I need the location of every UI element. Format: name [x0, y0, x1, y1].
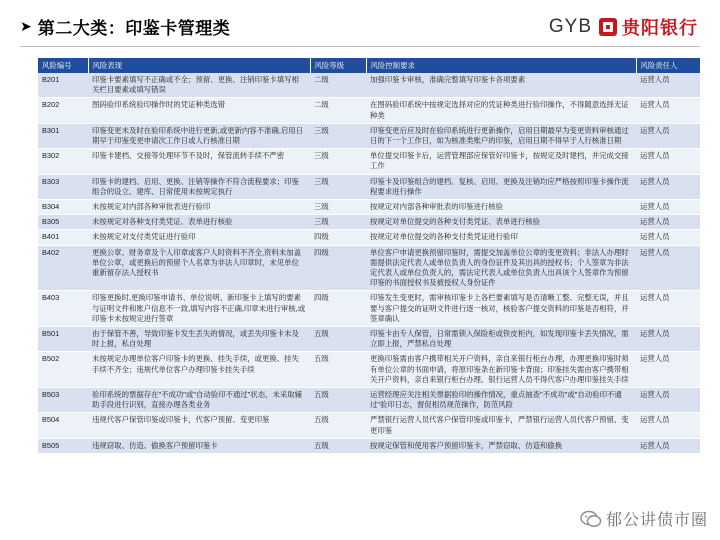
- cell-risk-id: B505: [38, 438, 88, 453]
- table-row: [38, 230, 700, 245]
- cell-risk-req: 印鉴发生变更时，需审核印鉴卡上各栏要素填写是否清晰工整、完整无误，并且要与客户提交的证明文件进行逐一核对，核验客户提交资料的印鉴是否相符，并签章确认: [366, 291, 636, 327]
- table-row: [38, 388, 700, 413]
- cell-risk-level: 三级: [310, 174, 366, 199]
- cell-risk-owner: 运营人员: [636, 200, 700, 215]
- arrow-bullet-icon: ➤: [20, 18, 32, 34]
- cell-risk-level: 二级: [310, 98, 366, 123]
- cell-risk-desc: 印鉴变更未及时在验印系统中进行更新,或更新内容不准确,启用日期早于印鉴变更申请次工作日或人行核准日期: [88, 123, 310, 148]
- table-row: [38, 200, 700, 215]
- cell-risk-level: 四级: [310, 245, 366, 291]
- cell-risk-req: 单位提交印鉴卡后，运营管理部应保管好印鉴卡，按规定及时建档，并完成交接工作: [366, 149, 636, 174]
- bank-emblem-icon: [598, 17, 618, 37]
- table-row: [38, 352, 700, 388]
- cell-risk-id: B303: [38, 174, 88, 199]
- cell-risk-desc: 未按规定对内部各种审批表进行验印: [88, 200, 310, 215]
- table-row: [38, 327, 700, 352]
- cell-risk-level: 五级: [310, 352, 366, 388]
- logo-name: 贵阳银行: [622, 18, 698, 38]
- cell-risk-desc: 未按规定办理单位客户印鉴卡的更换、挂失手续，或更换、挂失手续不齐全；违规代单位客户办理印鉴卡挂失手续: [88, 352, 310, 388]
- cell-risk-desc: 印鉴卡的建档、启用、更换、注销等操作不符合流程要求；印鉴组合的设立、建库、日常使用未按规定执行: [88, 174, 310, 199]
- cell-risk-id: B401: [38, 230, 88, 245]
- risk-table: [38, 58, 701, 454]
- cell-risk-id: B305: [38, 215, 88, 230]
- cell-risk-desc: 图码验印系统验印操作时的凭证种类选错: [88, 98, 310, 123]
- table-row: [38, 291, 700, 327]
- cell-risk-level: 三级: [310, 149, 366, 174]
- cell-risk-desc: 违规窃取、仿造、偷换客户预留印鉴卡: [88, 438, 310, 453]
- cell-risk-level: 五级: [310, 413, 366, 438]
- cell-risk-desc: 违规代客户保管印鉴或印鉴卡，代客户预留、变更印鉴: [88, 413, 310, 438]
- title-group: [20, 14, 230, 39]
- cell-risk-level: 五级: [310, 388, 366, 413]
- cell-risk-req: 按规定对内部各种审批表的印鉴进行核验: [366, 200, 636, 215]
- col-header-owner: 风险责任人: [636, 58, 700, 73]
- table-body: [38, 73, 700, 454]
- cell-risk-id: B202: [38, 98, 88, 123]
- cell-risk-req: 加强印鉴卡审核，准确完整填写印鉴卡各项要素: [366, 73, 636, 98]
- cell-risk-id: B402: [38, 245, 88, 291]
- cell-risk-desc: 未按规定对支付类凭证进行验印: [88, 230, 310, 245]
- table-row: [38, 174, 700, 199]
- cell-risk-desc: 印鉴更换时,更换印鉴申请书、单位说明、新印鉴卡上填写的要素与证明文件和账户信息不一致,填写内容不正确,印章未进行审核,或印鉴卡未按规定进行签章: [88, 291, 310, 327]
- cell-risk-owner: 运营人员: [636, 327, 700, 352]
- cell-risk-id: B504: [38, 413, 88, 438]
- cell-risk-req: 印鉴卡及印鉴组合的建档、复核、启用、更换及注销均应严格按照印鉴卡操作流程要求进行操作: [366, 174, 636, 199]
- bank-logo: [549, 14, 698, 40]
- table-row: [38, 98, 700, 123]
- logo-text: GYB: [548, 16, 592, 37]
- col-header-req: 风险控制要求: [366, 58, 636, 73]
- cell-risk-owner: 运营人员: [636, 123, 700, 148]
- cell-risk-owner: 运营人员: [636, 388, 700, 413]
- cell-risk-req: 印鉴变更后应及时在验印系统进行更新操作，启用日期最早为变更资料审核通过日的下一个工作日，如为核准类账户的印鉴，启用日期不得早于人行核准日期: [366, 123, 636, 148]
- cell-risk-owner: 运营人员: [636, 413, 700, 438]
- col-header-level: 风险等级: [310, 58, 366, 73]
- cell-risk-id: B503: [38, 388, 88, 413]
- watermark-text: 郁公讲债市圈: [605, 512, 708, 529]
- cell-risk-owner: 运营人员: [636, 215, 700, 230]
- table-row: [38, 149, 700, 174]
- cell-risk-desc: 更换公章、财务章及个人印章或客户人时资料不齐全,资料未加盖单位公章，或更换后的预留个人名章为非法人印章时，未见单位重新留存法人授权书: [88, 245, 310, 291]
- cell-risk-desc: 印鉴卡建档、交接等处理环节不及时，保管流转手续不严密: [88, 149, 310, 174]
- cell-risk-req: 更换印鉴需由客户携带相关开户资料，亲自来银行柜台办理，办理更换印鉴时须有单位公章的书面申请，将原印鉴条在新印鉴卡背面；印鉴挂失需由客户携带相关开户资料，亲自来银行柜台办理。银行运营人员不得代客户办理印鉴挂失手续: [366, 352, 636, 388]
- cell-risk-req: 按规定对单位提交的各种支付类凭证进行验印: [366, 230, 636, 245]
- cell-risk-level: 四级: [310, 230, 366, 245]
- table-row: [38, 413, 700, 438]
- cell-risk-owner: 运营人员: [636, 149, 700, 174]
- cell-risk-level: 三级: [310, 200, 366, 215]
- cell-risk-level: 四级: [310, 291, 366, 327]
- col-header-desc: 风险表现: [88, 58, 310, 73]
- cell-risk-desc: 未按规定对各种支付类凭证、表单进行核验: [88, 215, 310, 230]
- cell-risk-id: B302: [38, 149, 88, 174]
- cell-risk-req: 在图码验印系统中按规定选择对应的凭证种类进行验印操作，不得随意选择无证种类: [366, 98, 636, 123]
- cell-risk-owner: 运营人员: [636, 438, 700, 453]
- cell-risk-owner: 运营人员: [636, 73, 700, 98]
- table-row: [38, 438, 700, 453]
- wechat-icon: [580, 510, 602, 528]
- cell-risk-id: B501: [38, 327, 88, 352]
- cell-risk-owner: 运营人员: [636, 230, 700, 245]
- cell-risk-id: B304: [38, 200, 88, 215]
- cell-risk-req: 运营经理应关注相关票据验印的操作情况，重点抽查"不成功"或"自动验印不通过"验印日志，督促相员规范操作，防范风险: [366, 388, 636, 413]
- cell-risk-level: 三级: [310, 215, 366, 230]
- cell-risk-level: 五级: [310, 327, 366, 352]
- cell-risk-id: B403: [38, 291, 88, 327]
- table-row: [38, 245, 700, 291]
- cell-risk-req: 按规定保管和使用客户预留印鉴卡，严禁窃取、仿造和偷换: [366, 438, 636, 453]
- cell-risk-req: 按规定对单位提交的各种支付类凭证、表单进行核验: [366, 215, 636, 230]
- header-divider: [20, 46, 700, 47]
- cell-risk-req: 单位客户申请更换预留印鉴时，需提交加盖单位公章的变更资料；非法人办理时需提供法定代表人或单位负责人的身份证件及其出具的授权书；个人签章为非法定代表人或单位负责人的，需法定代表人或单位负责人出具该个人签章作为预留印鉴的书面授权书及被授权人身份证件: [366, 245, 636, 291]
- cell-risk-id: B301: [38, 123, 88, 148]
- cell-risk-owner: 运营人员: [636, 245, 700, 291]
- table-row: [38, 123, 700, 148]
- cell-risk-owner: 运营人员: [636, 174, 700, 199]
- cell-risk-level: 五级: [310, 438, 366, 453]
- table-row: [38, 73, 700, 98]
- cell-risk-desc: 验印系统的票据存在"不成功"或"自动验印不通过"状态，未采取辅助手段进行识别，直接办理各类业务: [88, 388, 310, 413]
- cell-risk-owner: 运营人员: [636, 352, 700, 388]
- watermark: [580, 507, 708, 530]
- cell-risk-req: 印鉴卡由专人保管，日常需锁入保险柜或铁皮柜内，如发现印鉴卡丢失情况，需立即上报，严禁私自处理: [366, 327, 636, 352]
- cell-risk-req: 严禁银行运营人员代客户保管印鉴或印鉴卡，严禁银行运营人员代客户预留、变更印鉴: [366, 413, 636, 438]
- page-title: 第二大类：印鉴卡管理类: [37, 19, 231, 38]
- cell-risk-desc: 由于保管不善，导致印鉴卡发生丢失的情况，或丢失印鉴卡未及时上报，私自处理: [88, 327, 310, 352]
- cell-risk-owner: 运营人员: [636, 291, 700, 327]
- cell-risk-id: B201: [38, 73, 88, 98]
- col-header-id: 风险编号: [38, 58, 88, 73]
- cell-risk-owner: 运营人员: [636, 98, 700, 123]
- header: [0, 0, 720, 58]
- cell-risk-desc: 印鉴卡要素填写不正确或不全；预留、更换、注销印鉴卡填写相关栏目要素或填写错误: [88, 73, 310, 98]
- cell-risk-id: B502: [38, 352, 88, 388]
- table-row: [38, 215, 700, 230]
- table-header-row: [38, 58, 700, 73]
- cell-risk-level: 二级: [310, 73, 366, 98]
- cell-risk-level: 三级: [310, 123, 366, 148]
